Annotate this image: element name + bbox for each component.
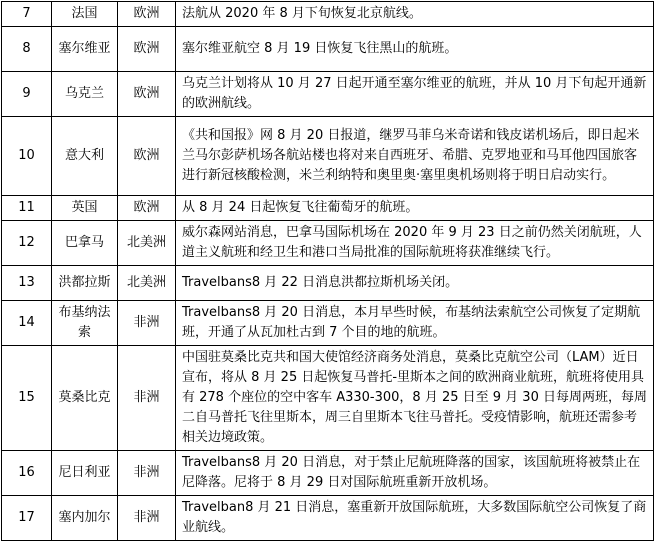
region-cell: 非洲 [118, 496, 176, 541]
region-cell: 欧洲 [118, 72, 176, 117]
table-row [2, 451, 654, 496]
table-body [2, 2, 654, 541]
country-cell: 法国 [52, 2, 118, 27]
country-cell: 巴拿马 [52, 221, 118, 266]
row-number: 15 [2, 346, 52, 451]
row-number: 11 [2, 196, 52, 221]
table-row [2, 27, 654, 72]
table-row [2, 496, 654, 541]
country-cell: 尼日利亚 [52, 451, 118, 496]
table-row [2, 117, 654, 196]
content-cell: 威尔森网站消息，巴拿马国际机场在 2020 年 9 月 23 日之前仍然关闭航班，人道主义航班和经卫生和港口当局批准的国际航班将获准继续飞行。 [176, 221, 654, 266]
content-cell: 中国驻莫桑比克共和国大使馆经济商务处消息，莫桑比克航空公司（LAM）近日宣布，将从 8 月 25 日起恢复马普托-里斯本之间的欧洲商业航班，航班将使用具有 278 个座位的空中客车 A330-300，8 月 25 日至 9 月 30 日每周两班，每周二自马普托飞往里斯本，周三自里斯本飞往马普托。受疫情影响，航班还需参考相关边境政策。 [176, 346, 654, 451]
content-cell: 《共和国报》网 8 月 20 日报道，继罗马菲乌米奇诺和钱皮诺机场后，即日起米兰马尔彭萨机场各航站楼也将对来自西班牙、希腊、克罗地亚和马耳他四国旅客进行新冠核酸检测，米兰利纳特和奥里奥·塞里奥机场则将于明日启动实行。 [176, 117, 654, 196]
content-cell: 塞尔维亚航空 8 月 19 日恢复飞往黑山的航班。 [176, 27, 654, 72]
country-cell: 英国 [52, 196, 118, 221]
content-cell: Travelbans8 月 20 日消息，对于禁止尼航班降落的国家，该国航班将被禁止在尼降落。尼将于 8 月 29 日对国际航班重新开放机场。 [176, 451, 654, 496]
country-cell: 塞内加尔 [52, 496, 118, 541]
region-cell: 欧洲 [118, 196, 176, 221]
content-cell: Travelbans8 月 22 日消息洪都拉斯机场关闭。 [176, 266, 654, 301]
table-row [2, 2, 654, 27]
country-cell: 乌克兰 [52, 72, 118, 117]
region-cell: 欧洲 [118, 117, 176, 196]
country-cell: 塞尔维亚 [52, 27, 118, 72]
content-cell: 法航从 2020 年 8 月下旬恢复北京航线。 [176, 2, 654, 27]
region-cell: 欧洲 [118, 27, 176, 72]
row-number: 9 [2, 72, 52, 117]
region-cell: 北美洲 [118, 221, 176, 266]
region-cell: 非洲 [118, 451, 176, 496]
row-number: 10 [2, 117, 52, 196]
table-row [2, 301, 654, 346]
row-number: 7 [2, 2, 52, 27]
content-cell: 从 8 月 24 日起恢复飞往葡萄牙的航班。 [176, 196, 654, 221]
row-number: 14 [2, 301, 52, 346]
row-number: 16 [2, 451, 52, 496]
content-cell: Travelban8 月 21 日消息，塞重新开放国际航班，大多数国际航空公司恢复了商业航线。 [176, 496, 654, 541]
row-number: 17 [2, 496, 52, 541]
content-cell: 乌克兰计划将从 10 月 27 日起开通至塞尔维亚的航班，并从 10 月下旬起开通新的欧洲航线。 [176, 72, 654, 117]
row-number: 13 [2, 266, 52, 301]
country-cell: 洪都拉斯 [52, 266, 118, 301]
flight-info-table [1, 1, 654, 541]
row-number: 8 [2, 27, 52, 72]
content-cell: Travelbans8 月 20 日消息，本月早些时候，布基纳法索航空公司恢复了定期航班，开通了从瓦加杜古到 7 个目的地的航班。 [176, 301, 654, 346]
country-cell: 布基纳法索 [52, 301, 118, 346]
table-row [2, 72, 654, 117]
country-cell: 莫桑比克 [52, 346, 118, 451]
region-cell: 非洲 [118, 346, 176, 451]
table-row [2, 196, 654, 221]
region-cell: 北美洲 [118, 266, 176, 301]
row-number: 12 [2, 221, 52, 266]
table-row [2, 266, 654, 301]
table-row [2, 346, 654, 451]
region-cell: 欧洲 [118, 2, 176, 27]
table-row [2, 221, 654, 266]
country-cell: 意大利 [52, 117, 118, 196]
region-cell: 非洲 [118, 301, 176, 346]
